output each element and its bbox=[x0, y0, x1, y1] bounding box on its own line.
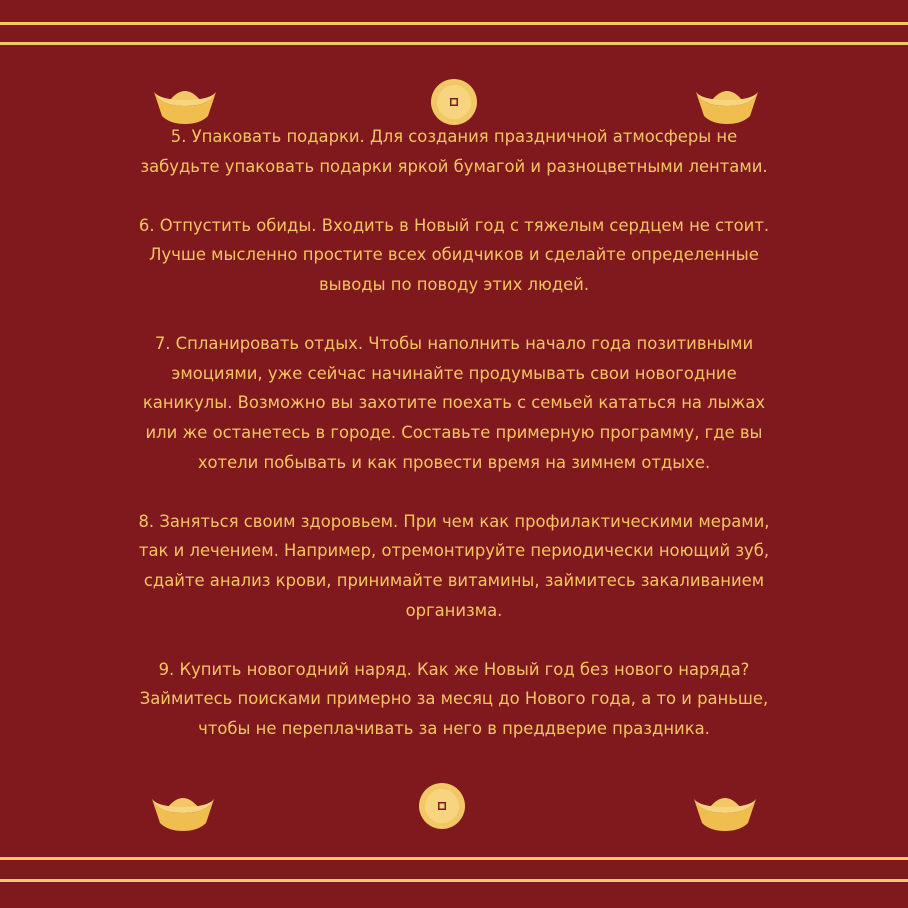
gold-ingot-icon bbox=[692, 78, 762, 126]
gold-ingot-icon bbox=[150, 78, 220, 126]
tip-paragraph-9 bbox=[0, 655, 908, 744]
text-line: хотели побывать и как провести время на зимнем отдыхе. bbox=[197, 452, 711, 472]
text-line: забудьте упаковать подарки яркой бумагой и разноцветными лентами. bbox=[140, 156, 768, 176]
text-line: эмоциями, уже сейчас начинайте продумывать свои новогодние bbox=[171, 363, 737, 383]
text-line: так и лечением. Например, отремонтируйте периодически ноющий зуб, bbox=[138, 541, 770, 561]
tip-paragraph-8 bbox=[0, 507, 908, 625]
tip-paragraph-7 bbox=[0, 329, 908, 477]
gold-coin-icon bbox=[418, 782, 466, 830]
text-line: 5. Упаковать подарки. Для создания праздничной атмосферы не bbox=[170, 127, 738, 146]
gold-ingot-icon bbox=[690, 785, 760, 833]
gold-ingot-icon bbox=[148, 785, 218, 833]
text-line: сдайте анализ крови, принимайте витамины, займитесь закаливанием bbox=[143, 570, 765, 590]
text-line: чтобы не переплачивать за него в преддверие праздника. bbox=[198, 718, 710, 738]
bottom-border-line bbox=[0, 879, 908, 882]
text-line: каникулы. Возможно вы захотите поехать с семьей кататься на лыжах bbox=[142, 393, 766, 413]
top-border-line-inner bbox=[0, 42, 908, 45]
text-line: выводы по поводу этих людей. bbox=[318, 274, 590, 294]
text-line: или же останетесь в городе. Составьте примерную программу, где вы bbox=[145, 422, 763, 442]
bottom-border-line-inner bbox=[0, 857, 908, 860]
text-line: 6. Отпустить обиды. Входить в Новый год с тяжелым сердцем не стоит. bbox=[138, 215, 770, 235]
text-line: 7. Спланировать отдых. Чтобы наполнить начало года позитивными bbox=[154, 334, 754, 354]
text-line: 9. Купить новогодний наряд. Как же Новый год без нового наряда? bbox=[158, 659, 750, 679]
text-line: Займитесь поисками примерно за месяц до Нового года, а то и раньше, bbox=[139, 689, 769, 709]
tip-paragraph-5 bbox=[0, 122, 908, 181]
text-line: 8. Заняться своим здоровьем. При чем как профилактическими мерами, bbox=[138, 511, 770, 531]
top-border-line bbox=[0, 22, 908, 25]
text-line: организма. bbox=[405, 600, 503, 620]
text-line: Лучше мысленно простите всех обидчиков и сделайте определенные bbox=[149, 245, 759, 265]
tip-paragraph-6 bbox=[0, 211, 908, 300]
tips-text bbox=[0, 122, 908, 773]
gold-coin-icon bbox=[430, 78, 478, 126]
